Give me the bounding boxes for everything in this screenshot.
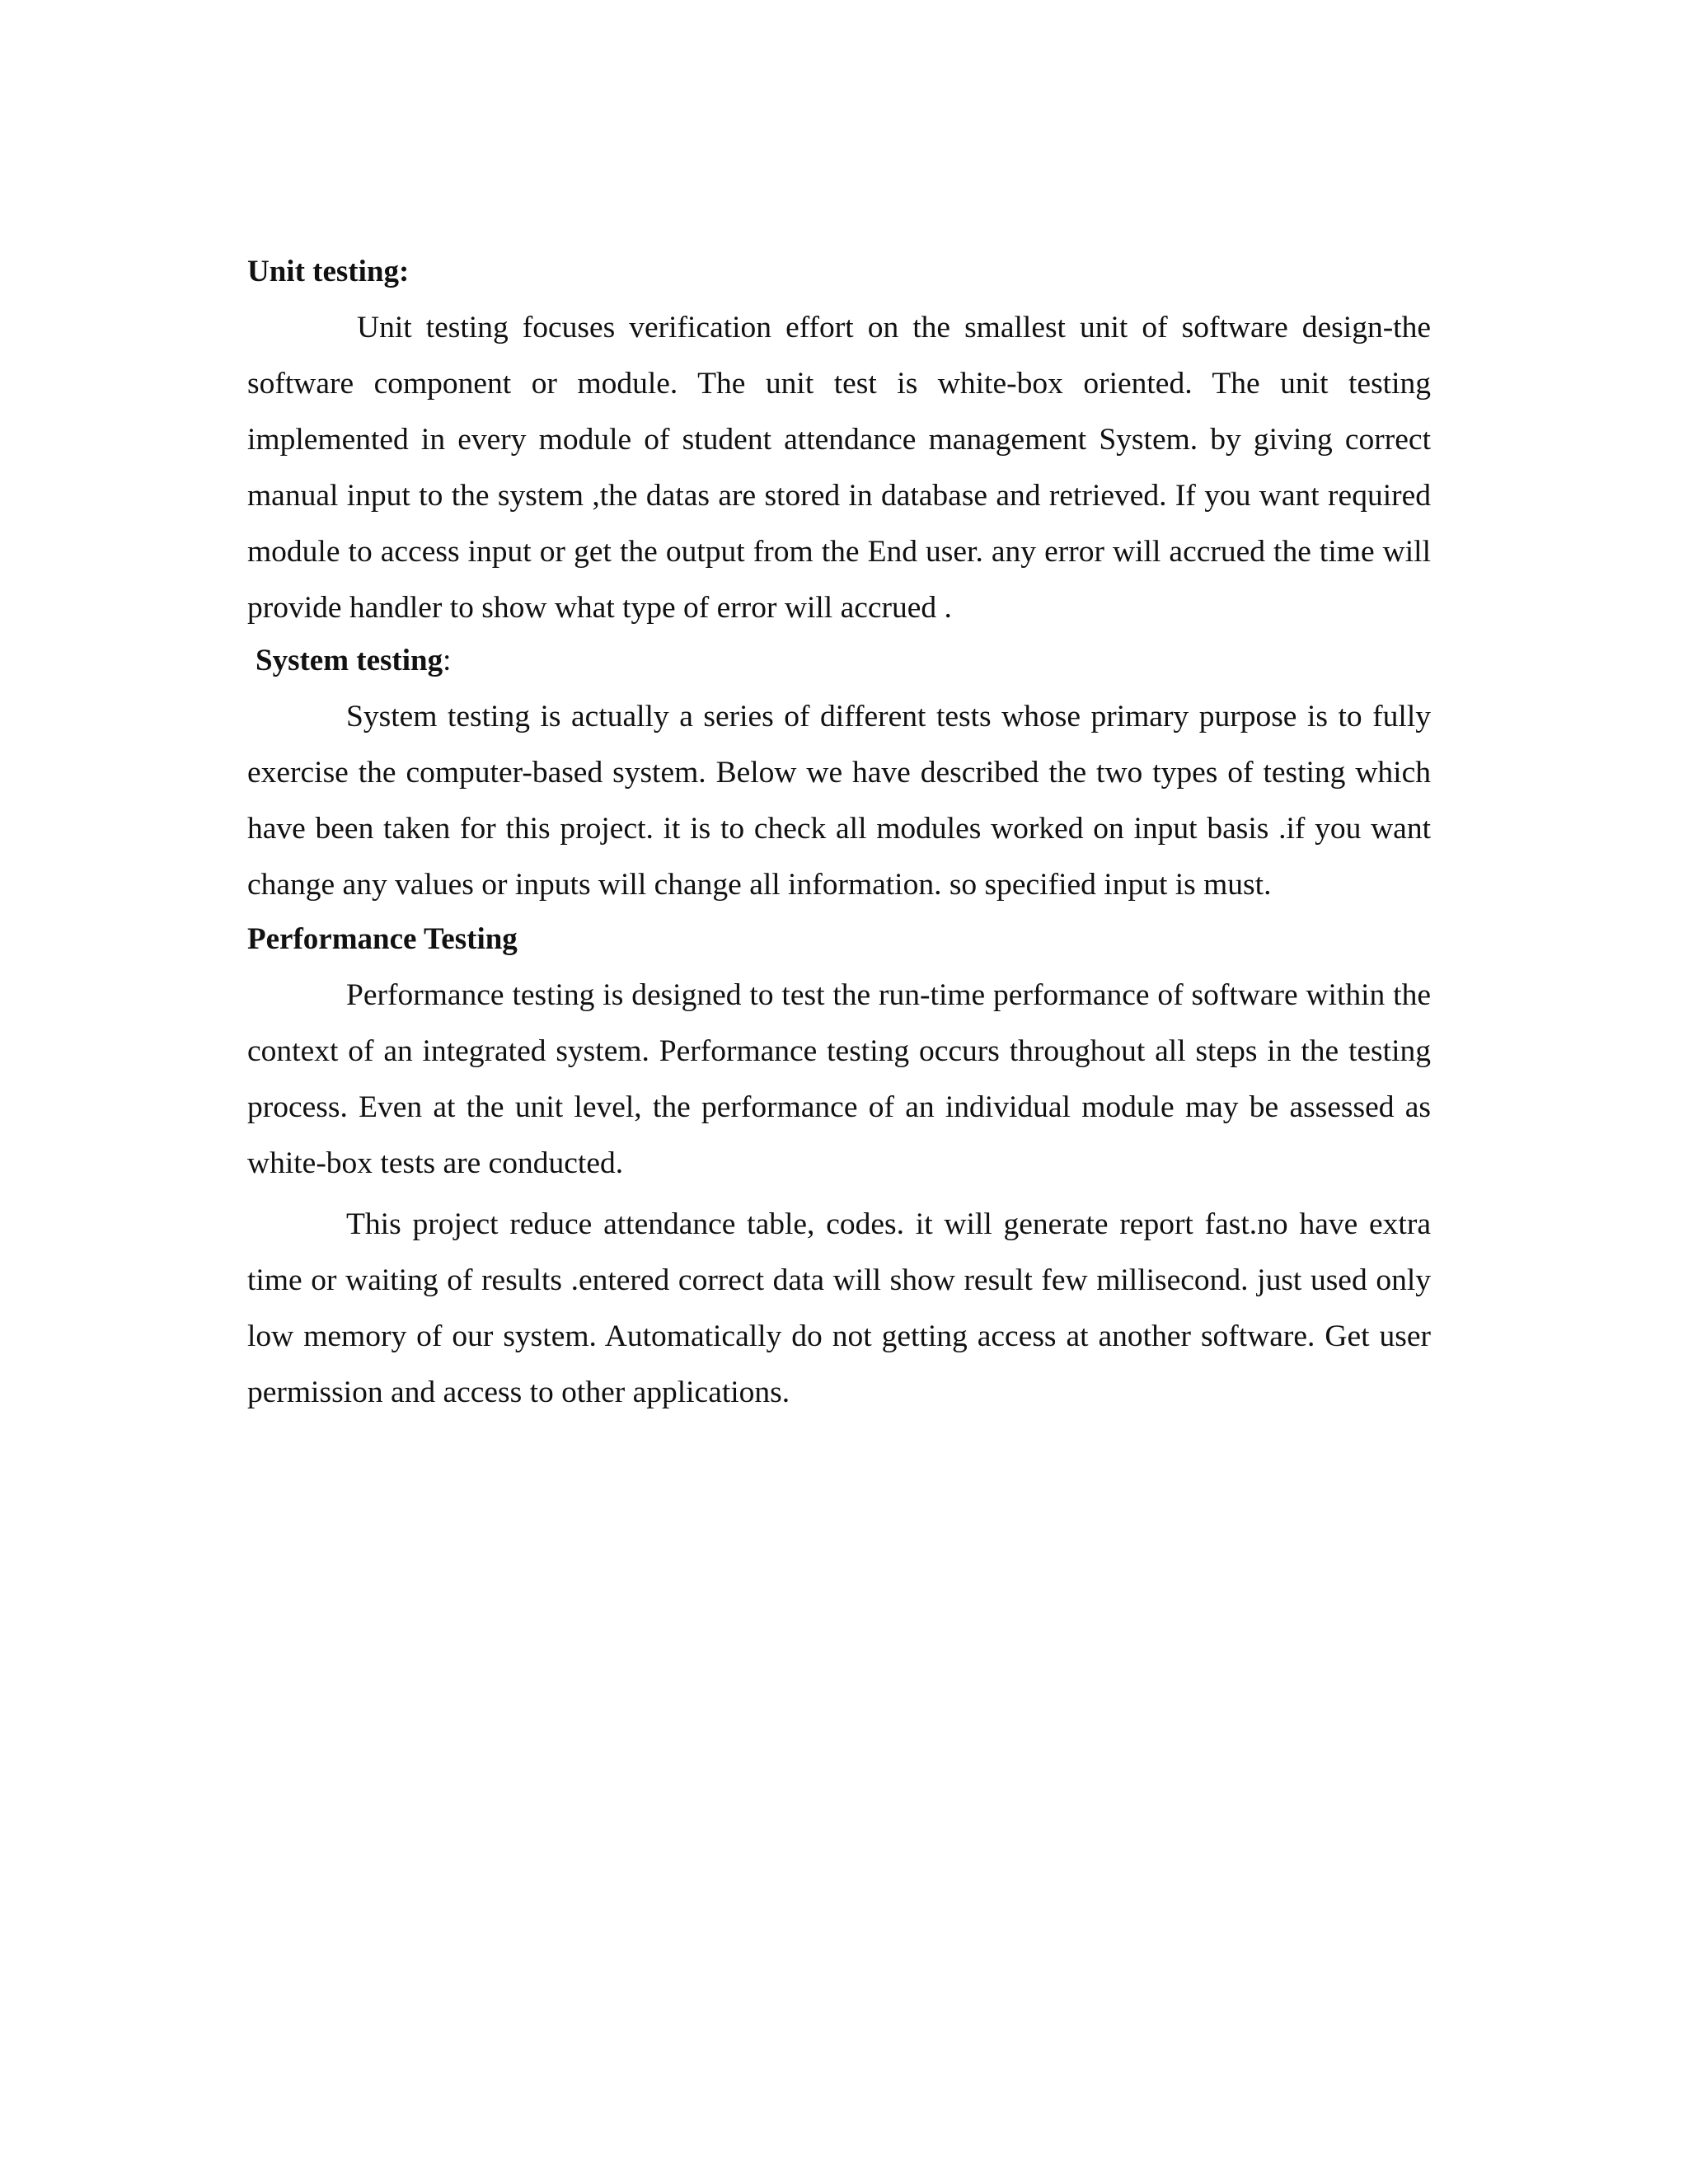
system-testing-paragraph: System testing is actually a series of different tests whose primary purpose is to fully exercise the computer-based system. Below we have described the two types of testing which have been taken for this project. it is to check all modules worked on input basis .if you want change any values or inputs will change all information. so specified input is must.: [247, 700, 1431, 902]
performance-testing-heading-text: Performance Testing: [247, 922, 518, 956]
unit-testing-paragraph: Unit testing focuses verification effort on the smallest unit of software design-the software component or module. The unit test is white-box oriented. The unit testing implemented in every module of student attendance management System. by giving correct manual input to the system ,the datas are stored in database and retrieved. If you want required module to access input or get the output from the End user. any error will accrued the time will provide handler to show what type of error will accrued .: [247, 311, 1431, 625]
performance-testing-paragraph: Performance testing is designed to test the run-time performance of software within the context of an integrated system. Performance testing occurs throughout all steps in the testing process. Even at the unit level, the performance of an individual module may be assessed as white-box tests are conducted.: [247, 978, 1431, 1180]
project-performance-paragraph: This project reduce attendance table, codes. it will generate report fast.no have extra time or waiting of results .entered correct data will show result few millisecond. just used only low memory of our system. Automatically do not getting access at another software. Get user permission and access to other applications.: [247, 1207, 1431, 1409]
system-testing-heading-colon: :: [443, 644, 452, 677]
system-testing-heading: [247, 644, 1431, 677]
system-testing-heading-text: System testing: [256, 644, 443, 677]
unit-testing-heading: [247, 255, 1431, 288]
unit-testing-heading-text: Unit testing:: [247, 255, 410, 288]
document-body: [247, 255, 1431, 1421]
performance-testing-heading: [247, 923, 1431, 956]
